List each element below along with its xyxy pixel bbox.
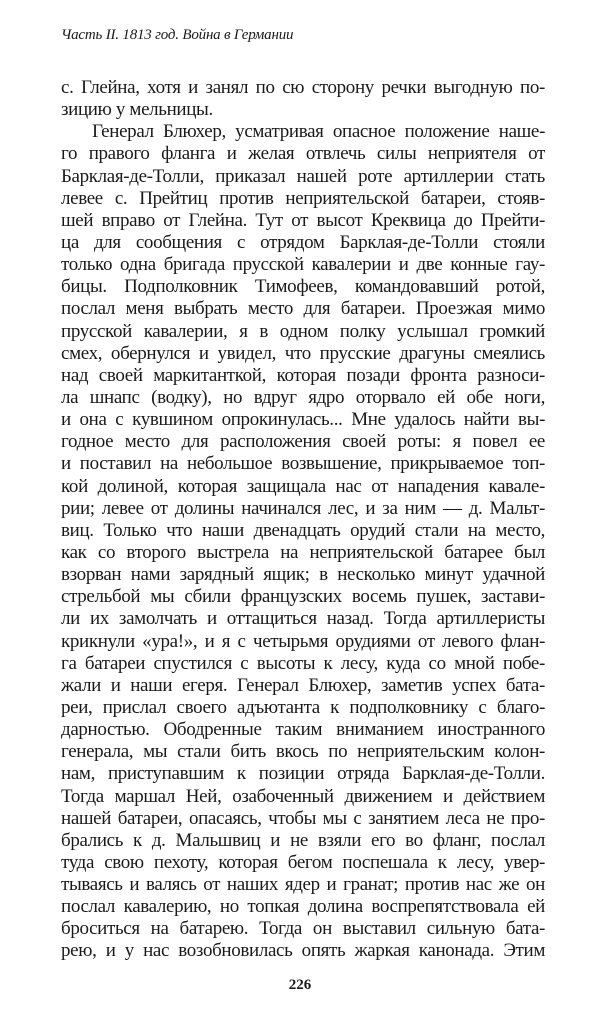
text-line: над своей маркитанткой, которая позади фронта разноси-	[61, 364, 545, 386]
text-line: бицы. Подполковник Тимофеев, командовавший ротой,	[61, 276, 545, 298]
text-line: и она с кувшином опрокинулась... Мне удалось найти вы-	[61, 409, 545, 431]
text-line: Тогда маршал Ней, озабоченный движением и действием	[61, 785, 545, 807]
text-line: крикнули «ура!», и я с четырьмя орудиями от левого флан-	[61, 630, 545, 652]
text-line: жали и наши егеря. Генерал Блюхер, заметив успех бата-	[61, 674, 545, 696]
text-line: Генерал Блюхер, усматривая опасное положение наше-	[92, 121, 545, 143]
text-line: послал кавалерию, но топкая долина воспрепятствовала ей	[61, 896, 545, 918]
text-line: рии; левее от долины начинался лес, и за ним — д. Мальт-	[61, 497, 545, 519]
text-line: реи, прислал своего адъютанта к подполковнику с благо-	[61, 696, 545, 718]
text-line: нашей батареи, опасаясь, чтобы мы с занятием леса не про-	[61, 807, 545, 829]
text-line: дарностью. Ободренные таким вниманием иностранного	[61, 719, 545, 741]
text-line: виц. Только что наши двенадцать орудий стали на место,	[61, 519, 545, 541]
text-line: левее с. Прейтиц против неприятельской батареи, стояв-	[61, 187, 545, 209]
text-line: шей вправо от Глейна. Тут от высот Креквица до Прейти-	[61, 209, 545, 231]
text-line: смех, обернулся и увидел, что прусские драгуны смеялись	[61, 342, 545, 364]
text-line: с. Глейна, хотя и занял по сю сторону речки выгодную по-	[61, 77, 545, 98]
text-line: взорван нами зарядный ящик; в несколько минут удачной	[61, 564, 545, 586]
text-line: рею, и у нас возобновилась опять жаркая канонада. Этим	[61, 940, 545, 962]
text-line: ла шнапс (водку), но вдруг ядро оторвало ей обе ноги,	[61, 386, 545, 408]
text-line: прусской кавалерии, я в одном полку услышал громкий	[61, 320, 545, 342]
text-line: только одна бригада прусской кавалерии и две конные гау-	[61, 254, 545, 276]
text-line: и поставил на небольшое возвышение, прикрываемое топ-	[61, 453, 545, 475]
text-line: годное место для расположения своей роты: я повел ее	[61, 431, 545, 453]
text-line: стрельбой мы сбили французских восемь пушек, застави-	[61, 586, 545, 608]
text-line: как со второго выстрела на неприятельской батарее был	[61, 541, 545, 563]
text-line: брались к д. Мальшвиц и не взяли его во фланг, послал	[61, 829, 545, 851]
text-line: зицию у мельницы.	[61, 99, 213, 121]
text-line: га батареи спустился с высоты к лесу, куда со мной побе-	[61, 652, 545, 674]
text-line: послал меня выбрать место для батареи. Проезжая мимо	[61, 298, 545, 320]
text-line: Барклая-де-Толли, приказал нашей роте артиллерии стать	[61, 165, 545, 187]
text-line: ли их замолчать и оттащиться назад. Тогда артиллеристы	[61, 608, 545, 630]
text-line: генерала, мы стали бить вкось по неприятельским колон-	[61, 741, 545, 763]
text-line: туда свою пехоту, которая бегом поспешала к лесу, увер-	[61, 851, 545, 873]
text-line: броситься на батарею. Тогда он выставил сильную бата-	[61, 918, 545, 940]
text-line: тываясь и валясь от наших ядер и гранат; против нас же он	[61, 874, 545, 896]
text-line: ца для сообщения с отрядом Барклая-де-Толли стояли	[61, 231, 545, 253]
text-line: го правого фланга и желая отвлечь силы неприятеля от	[61, 143, 545, 165]
page-number: 226	[288, 977, 312, 993]
text-line: нам, приступавшим к позиции отряда Барклая-де-Толли.	[61, 763, 545, 785]
running-header: Часть II. 1813 год. Война в Германии	[61, 27, 294, 43]
text-line: кой долиной, которая защищала нас от нападения кавале-	[61, 475, 545, 497]
body-text	[61, 77, 545, 963]
